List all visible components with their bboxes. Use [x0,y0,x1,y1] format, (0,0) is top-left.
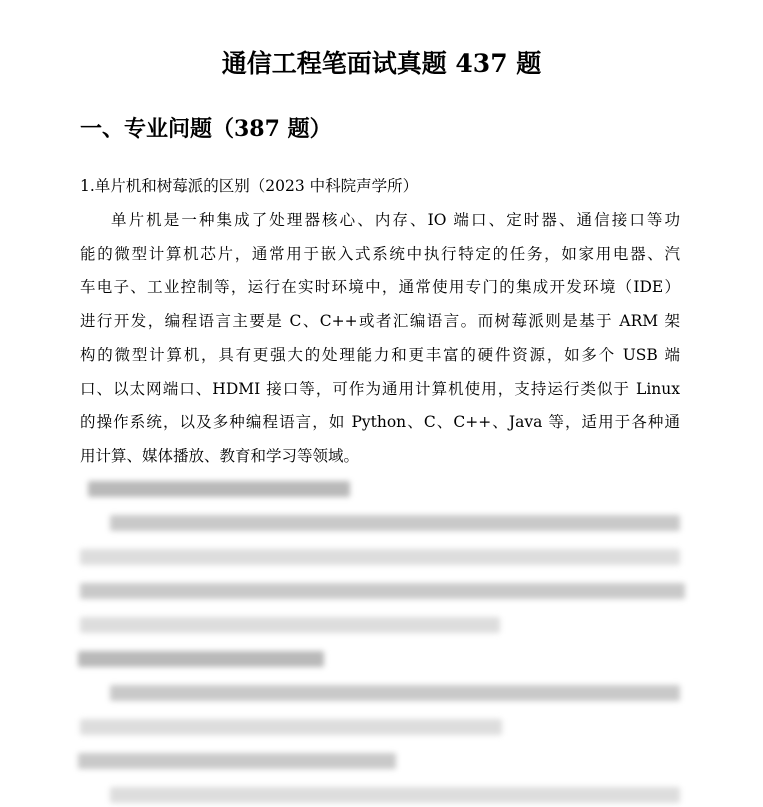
blurred-line [80,719,502,735]
answer-line: 进行开发，编程语言主要是 C、C++或者汇编语言。而树莓派则是基于 ARM 架 [80,312,680,331]
answer-line: 用计算、媒体播放、教育和学习等领域。 [80,446,360,465]
blurred-line [80,549,680,565]
answer-line: 构的微型计算机，具有更强大的处理能力和更丰富的硬件资源，如多个 USB 端 [80,345,680,364]
section-heading: 一、专业问题（387 题） [80,116,332,142]
answer-line: 能的微型计算机芯片，通常用于嵌入式系统中执行特定的任务，如家用电器、汽 [80,244,680,263]
blurred-line [110,685,680,701]
blurred-line [110,787,680,803]
answer-line: 车电子、工业控制等，运行在实时环境中，通常使用专门的集成开发环境（IDE） [80,278,680,297]
answer-line: 口、以太网端口、HDMI 接口等，可作为通用计算机使用，支持运行类似于 Linux [80,379,680,398]
blurred-content [70,475,695,807]
blurred-line [78,651,324,667]
blurred-line [88,481,350,497]
blurred-line [80,617,500,633]
blurred-line [80,583,685,599]
blurred-line [78,753,396,769]
answer-line: 单片机是一种集成了处理器核心、内存、IO 端口、定时器、通信接口等功 [111,211,680,229]
blurred-line [110,515,680,531]
answer-line: 的操作系统，以及多种编程语言，如 Python、C、C++、Java 等，适用于各种通 [80,413,680,432]
document-title: 通信工程笔面试真题 437 题 [221,49,542,78]
question-title: 1.单片机和树莓派的区别（2023 中科院声学所） [80,177,419,195]
answer-paragraph [80,204,680,474]
